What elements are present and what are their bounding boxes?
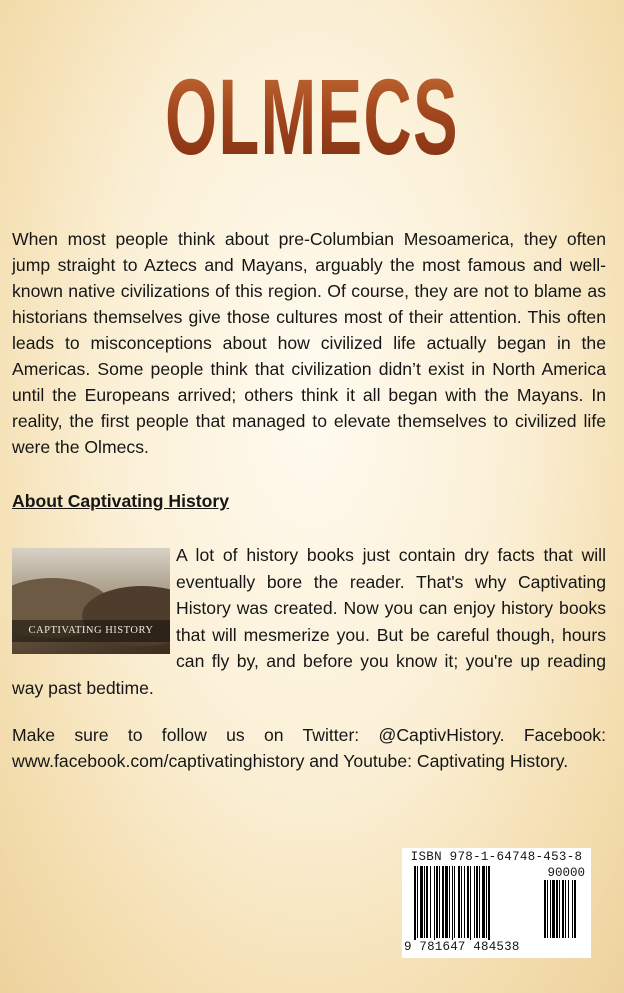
- price-code: 90000: [547, 866, 585, 880]
- about-section: [12, 542, 606, 701]
- price-barcode-bar: [574, 880, 576, 938]
- barcode-digits: 9 781647 484538: [404, 940, 520, 954]
- book-title: OLMECS: [119, 52, 506, 182]
- isbn-barcode: [402, 848, 591, 958]
- intro-paragraph: When most people think about pre-Columbian Mesoamerica, they often jump straight to Aztecs and Mayans, arguably the most famous and well-known native civilizations of this region. Of course, they are not to blame as historians themselves give those cultures most of their attention. This often leads to misconceptions about how civilized life actually began in the Americas. Some people think that civilization didn’t exist in North America until the Europeans arrived; others think it all began with the Mayans. In reality, the first people that managed to elevate themselves to civilized life were the Olmecs.: [12, 229, 606, 457]
- about-heading: About Captivating History: [12, 491, 229, 511]
- barcode-bar: [490, 866, 492, 938]
- barcode-bars: [414, 866, 492, 942]
- follow-paragraph: Make sure to follow us on Twitter: @CaptivHistory. Facebook: www.facebook.com/captivatinghistory and Youtube: Captivating History.: [12, 725, 606, 771]
- price-barcode-bars: [544, 880, 576, 940]
- captivating-history-logo: [12, 548, 170, 654]
- isbn-number: ISBN 978-1-64748-453-8: [410, 850, 583, 864]
- logo-text: CAPTIVATING HISTORY: [12, 620, 170, 642]
- about-paragraph: A lot of history books just contain dry facts that will eventually bore the reader. That's why Captivating History was created. Now you can enjoy history books that will mesmerize you. But be careful though, hours can fly by, and before you know it; you're up reading way past bedtime.: [12, 545, 606, 698]
